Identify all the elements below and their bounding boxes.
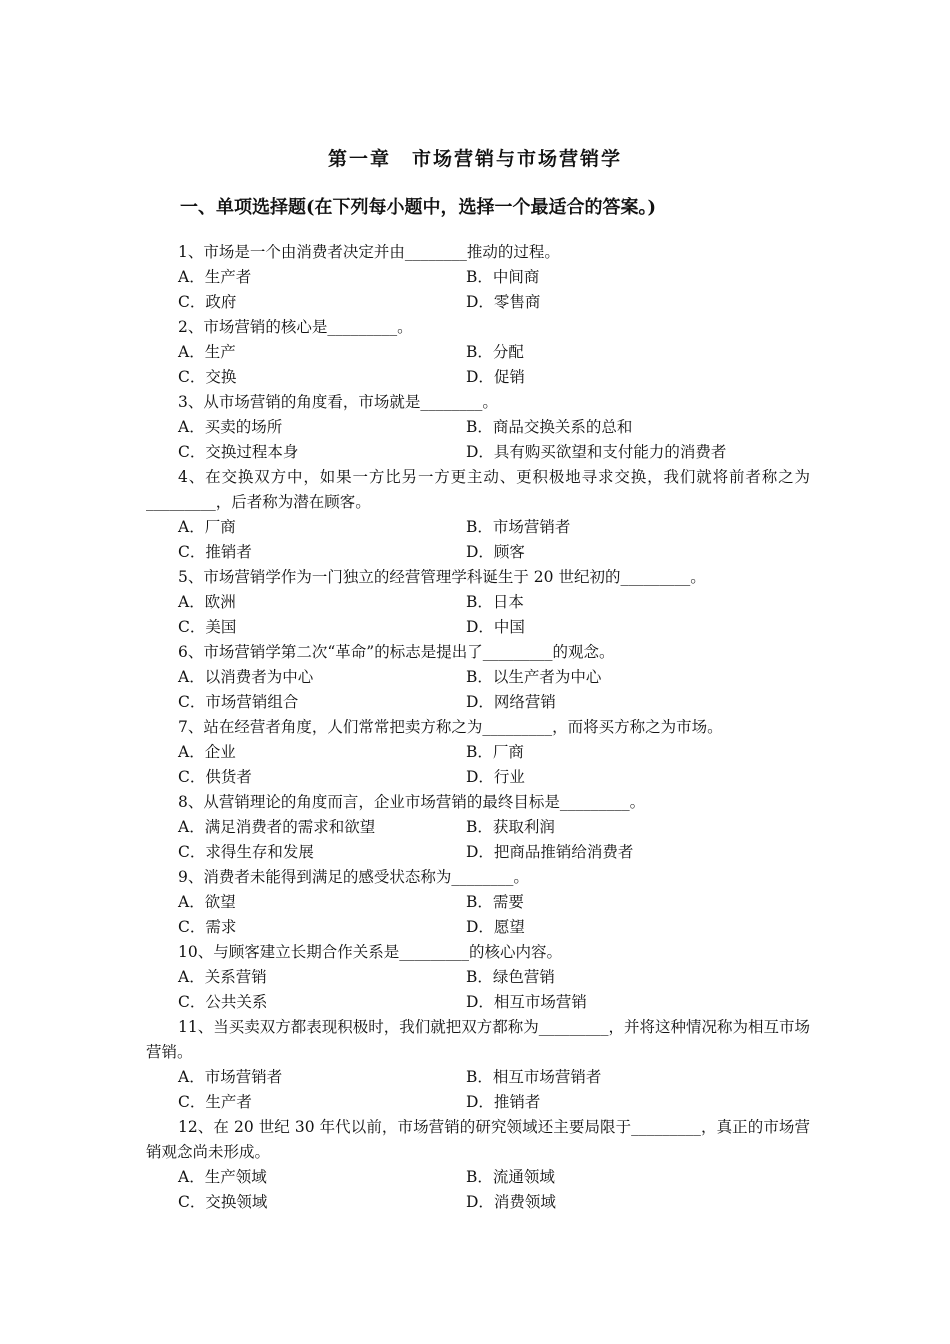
answer-option: A．生产 (178, 343, 236, 361)
answer-option: D．相互市场营销 (466, 993, 587, 1011)
option-row (146, 440, 810, 465)
answer-option: D．愿望 (466, 918, 525, 936)
question-item (146, 390, 810, 465)
question-text: 12、在 20 世纪 30 年代以前，市场营销的研究领域还主要局限于_________，真正的市场营销观念尚未形成。 (146, 1118, 810, 1161)
answer-option: D．零售商 (466, 293, 541, 311)
option-row (146, 515, 810, 540)
question-item (146, 940, 810, 1015)
question-item (146, 565, 810, 640)
option-row (146, 665, 810, 690)
option-row (146, 290, 810, 315)
option-row (146, 690, 810, 715)
answer-option: A．欲望 (178, 893, 236, 911)
answer-option: B．流通领域 (466, 1168, 555, 1186)
question-text: 4、在交换双方中，如果一方比另一方更主动、更积极地寻求交换，我们就将前者称之为_________，后者称为潜在顾客。 (146, 468, 810, 511)
option-row (146, 1190, 810, 1215)
answer-option: B．需要 (466, 893, 524, 911)
answer-option: B．厂商 (466, 743, 524, 761)
answer-option: C．推销者 (178, 543, 252, 561)
question-item (146, 465, 810, 565)
option-row (146, 915, 810, 940)
answer-option: D．具有购买欲望和支付能力的消费者 (466, 443, 727, 461)
option-row (146, 615, 810, 640)
answer-option: C．生产者 (178, 1093, 252, 1111)
answer-option: A．厂商 (178, 518, 236, 536)
option-row (146, 1065, 810, 1090)
question-item (146, 1015, 810, 1115)
answer-option: B．日本 (466, 593, 524, 611)
answer-option: A．市场营销者 (178, 1068, 283, 1086)
answer-option: D．中国 (466, 618, 525, 636)
answer-option: C．市场营销组合 (178, 693, 299, 711)
answer-option: C．交换 (178, 368, 237, 386)
answer-option: A．买卖的场所 (178, 418, 283, 436)
answer-option: D．把商品推销给消费者 (466, 843, 634, 861)
question-text: 2、市场营销的核心是_________。 (178, 318, 413, 336)
question-text: 11、当买卖双方都表现积极时，我们就把双方都称为_________，并将这种情况称为相互市场营销。 (146, 1018, 810, 1061)
option-row (146, 890, 810, 915)
option-row (146, 340, 810, 365)
section-title: 一、单项选择题(在下列每小题中，选择一个最适合的答案。) (180, 197, 657, 218)
question-text: 1、市场是一个由消费者决定并由________推动的过程。 (178, 243, 560, 261)
answer-option: C．供货者 (178, 768, 252, 786)
option-row (146, 1090, 810, 1115)
answer-option: B．分配 (466, 343, 524, 361)
answer-option: D．网络营销 (466, 693, 556, 711)
answer-option: D．促销 (466, 368, 525, 386)
answer-option: B．中间商 (466, 268, 540, 286)
option-row (146, 590, 810, 615)
question-item (146, 715, 810, 790)
answer-option: A．关系营销 (178, 968, 267, 986)
option-row (146, 365, 810, 390)
question-text: 3、从市场营销的角度看，市场就是________。 (178, 393, 498, 411)
answer-option: C．政府 (178, 293, 237, 311)
answer-option: A．以消费者为中心 (178, 668, 314, 686)
answer-option: C．交换领域 (178, 1193, 268, 1211)
option-row (146, 815, 810, 840)
question-text: 8、从营销理论的角度而言，企业市场营销的最终目标是_________。 (178, 793, 646, 811)
option-row (146, 765, 810, 790)
answer-option: B．市场营销者 (466, 518, 571, 536)
question-list (146, 240, 810, 1215)
answer-option: A．企业 (178, 743, 236, 761)
question-item (146, 315, 810, 390)
question-text: 10、与顾客建立长期合作关系是_________的核心内容。 (178, 943, 562, 961)
option-row (146, 740, 810, 765)
option-row (146, 415, 810, 440)
answer-option: D．消费领域 (466, 1193, 556, 1211)
answer-option: C．需求 (178, 918, 237, 936)
answer-option: C．公共关系 (178, 993, 268, 1011)
answer-option: D．顾客 (466, 543, 525, 561)
question-item (146, 640, 810, 715)
question-text: 6、市场营销学第二次“革命”的标志是提出了_________的观念。 (178, 643, 615, 661)
answer-option: D．推销者 (466, 1093, 541, 1111)
answer-option: B．以生产者为中心 (466, 668, 602, 686)
question-item (146, 790, 810, 865)
question-text: 7、站在经营者角度，人们常常把卖方称之为_________，而将买方称之为市场。 (178, 718, 723, 736)
question-text: 9、消费者未能得到满足的感受状态称为________。 (178, 868, 529, 886)
question-item (146, 1115, 810, 1215)
answer-option: B．商品交换关系的总和 (466, 418, 633, 436)
question-item (146, 240, 810, 315)
answer-option: A．生产领域 (178, 1168, 267, 1186)
question-item (146, 865, 810, 940)
option-row (146, 1165, 810, 1190)
option-row (146, 965, 810, 990)
option-row (146, 265, 810, 290)
option-row (146, 990, 810, 1015)
answer-option: A．欧洲 (178, 593, 236, 611)
answer-option: A．满足消费者的需求和欲望 (178, 818, 376, 836)
answer-option: B．相互市场营销者 (466, 1068, 602, 1086)
answer-option: B．获取利润 (466, 818, 555, 836)
answer-option: C．求得生存和发展 (178, 843, 314, 861)
answer-option: B．绿色营销 (466, 968, 555, 986)
answer-option: C．交换过程本身 (178, 443, 299, 461)
option-row (146, 540, 810, 565)
chapter-title: 第一章 市场营销与市场营销学 (327, 148, 622, 170)
answer-option: A．生产者 (178, 268, 252, 286)
answer-option: C．美国 (178, 618, 237, 636)
option-row (146, 840, 810, 865)
question-text: 5、市场营销学作为一门独立的经营管理学科诞生于 20 世纪初的_________。 (178, 568, 706, 586)
answer-option: D．行业 (466, 768, 525, 786)
